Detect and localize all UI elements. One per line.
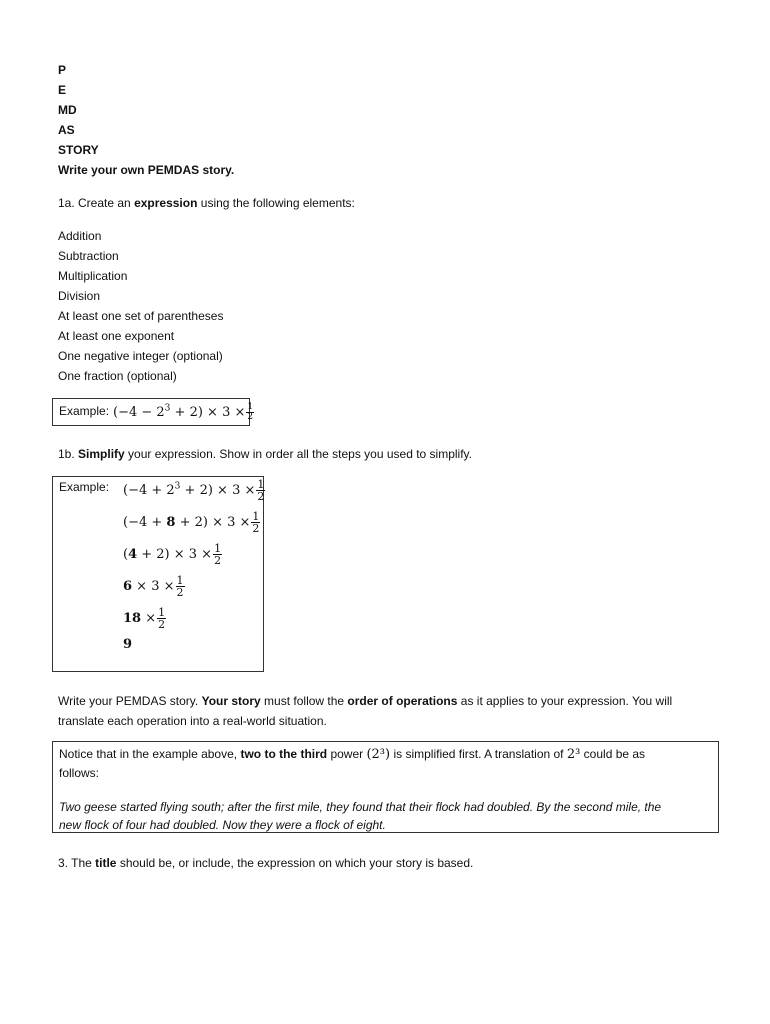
element-item: At least one set of parentheses xyxy=(58,309,224,323)
notice-part-2: power xyxy=(327,747,367,761)
notice-bold: two to the third xyxy=(240,747,328,761)
step-3-part-a: ( xyxy=(123,547,129,562)
simplify-steps-box xyxy=(52,476,264,672)
header-line-md: MD xyxy=(58,103,77,117)
question-3-keyword: title xyxy=(95,856,117,870)
notice-line-2: follows: xyxy=(59,766,100,780)
example-expression-box xyxy=(52,398,254,426)
story-instr-part-3: as it applies to your expression. You will xyxy=(457,694,673,708)
fraction-numerator: 1 xyxy=(214,542,222,555)
header-line-e: E xyxy=(58,83,67,97)
step-2-result: 8 xyxy=(166,515,176,530)
step-4-result: 6 xyxy=(123,579,133,594)
question-1a-suffix: using the following elements: xyxy=(197,196,355,210)
story-instr-part-2: must follow the xyxy=(260,694,348,708)
step-5-result: 18 xyxy=(123,611,142,626)
story-instr-part-1: Write your PEMDAS story. xyxy=(58,694,202,708)
notice-part-1: Notice that in the example above, xyxy=(59,747,241,761)
step-3-result: 4 xyxy=(128,547,138,562)
step-1-exponent: 3 xyxy=(174,481,181,492)
header-line-story: STORY xyxy=(58,143,99,157)
fraction-denominator: 2 xyxy=(176,586,184,599)
question-1a-keyword: expression xyxy=(134,196,198,210)
element-item: Multiplication xyxy=(58,269,128,283)
notice-part-3: is simplified first. A translation of xyxy=(390,747,567,761)
notice-box xyxy=(52,741,719,833)
step-2-part-a: (−4 + xyxy=(123,515,167,530)
story-instr-bold-1: Your story xyxy=(201,694,261,708)
question-3 xyxy=(58,855,473,871)
element-item: Addition xyxy=(58,229,102,243)
step-2-part-b: + 2) × 3 × xyxy=(175,515,251,530)
fraction-denominator: 2 xyxy=(252,522,260,535)
example-expression: $(-4 - 2^3 + 2) \times 3$ × $\frac{1}{2}$ xyxy=(113,402,254,422)
fraction-numerator: 1 xyxy=(176,574,184,587)
element-item: One negative integer (optional) xyxy=(58,349,223,363)
fraction-denominator: 2 xyxy=(257,490,265,503)
step-4-part-b: × 3 × xyxy=(132,579,175,594)
fraction-denominator: 2 xyxy=(247,412,254,422)
question-1b-prefix: 1b. xyxy=(58,447,79,461)
question-1a-prefix: 1a. Create an xyxy=(58,196,135,210)
notice-part-4: could be as xyxy=(580,747,646,761)
story-instr-bold-2: order of operations xyxy=(347,694,458,708)
question-1b-keyword: Simplify xyxy=(78,447,125,461)
fraction-numerator: 1 xyxy=(252,510,260,523)
question-1b xyxy=(58,446,472,462)
step-4 xyxy=(123,575,185,598)
step-1-part-b: + 2) × 3 × xyxy=(180,483,256,498)
notice-italic-line-1: Two geese started flying south; after the first mile, they found that their flock had doubled. By the second mile, the xyxy=(59,800,662,814)
fraction-denominator: 2 xyxy=(158,618,166,631)
steps-example-label: Example: xyxy=(59,480,110,494)
step-6: 9 xyxy=(123,637,133,652)
question-1b-suffix: your expression. Show in order all the steps you used to simplify. xyxy=(124,447,472,461)
fraction-numerator: 1 xyxy=(257,478,265,491)
step-3 xyxy=(123,543,222,566)
example-label: Example: xyxy=(59,404,110,418)
fraction-numerator: 1 xyxy=(158,606,166,619)
notice-line-1 xyxy=(59,747,645,762)
page-title: Write your own PEMDAS story. xyxy=(58,163,235,177)
notice-math-2: 2³ xyxy=(566,747,581,762)
story-instructions-line-2: translate each operation into a real-world situation. xyxy=(58,714,327,728)
question-3-prefix: 3. The xyxy=(58,856,96,870)
element-item: Subtraction xyxy=(58,249,119,263)
notice-italic-line-2: new flock of four had doubled. Now they were a flock of eight. xyxy=(59,818,386,832)
step-5 xyxy=(123,607,166,630)
step-2 xyxy=(123,511,260,534)
step-1 xyxy=(123,479,265,502)
step-5-part-b: × xyxy=(141,611,157,626)
story-instructions-line-1 xyxy=(58,693,672,709)
element-item: Division xyxy=(58,289,101,303)
fraction-denominator: 2 xyxy=(214,554,222,567)
step-3-part-b: + 2) × 3 × xyxy=(137,547,213,562)
header-line-as: AS xyxy=(58,123,75,137)
question-3-suffix: should be, or include, the expression on which your story is based. xyxy=(116,856,474,870)
fraction-numerator: 1 xyxy=(247,402,254,412)
element-item: One fraction (optional) xyxy=(58,369,177,383)
header-line-p: P xyxy=(58,63,67,77)
element-item: At least one exponent xyxy=(58,329,175,343)
question-1a xyxy=(58,195,355,211)
step-1-part-a: (−4 + 2 xyxy=(123,483,175,498)
notice-math-1: (2³) xyxy=(366,747,391,762)
